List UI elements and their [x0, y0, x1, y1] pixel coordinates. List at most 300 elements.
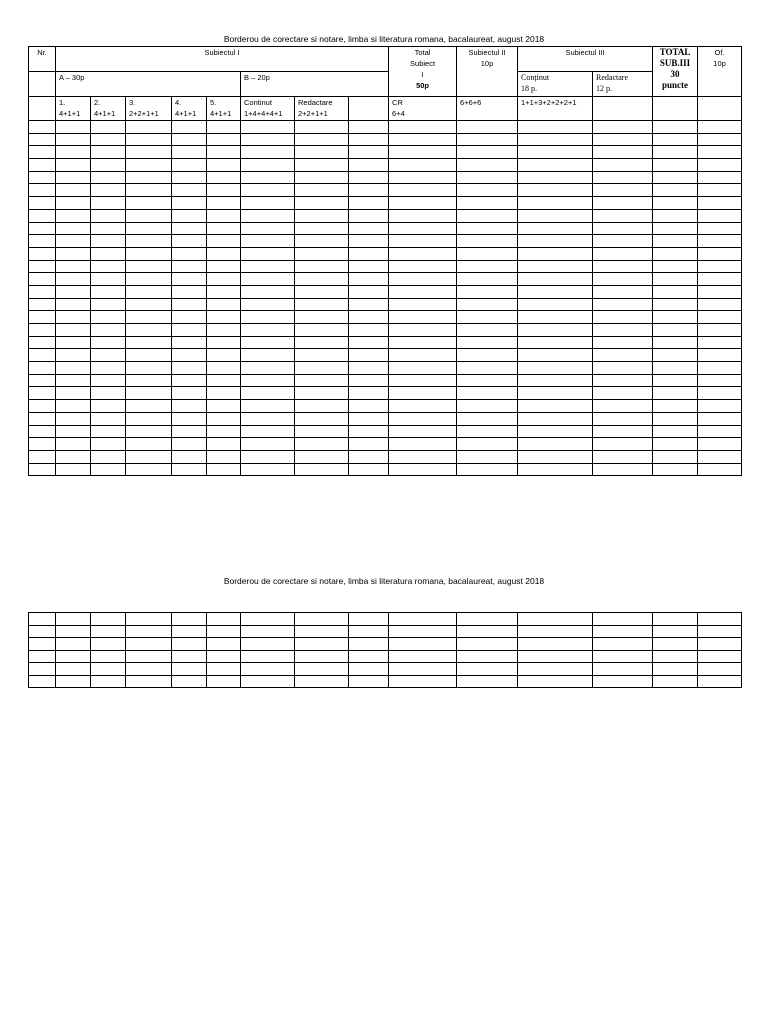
table-cell — [518, 247, 593, 260]
table-cell — [29, 613, 56, 626]
table-row — [29, 463, 742, 476]
table-cell — [518, 260, 593, 273]
table-cell — [172, 247, 207, 260]
table-cell — [698, 171, 742, 184]
table-cell — [349, 675, 389, 688]
table-cell — [207, 184, 241, 197]
table-cell — [518, 349, 593, 362]
table-cell — [653, 638, 698, 651]
table-cell — [295, 298, 349, 311]
table-cell — [172, 675, 207, 688]
table-cell — [207, 247, 241, 260]
table-cell — [241, 311, 295, 324]
table-cell — [593, 171, 653, 184]
table-row — [29, 613, 742, 626]
table-row — [29, 675, 742, 688]
item-1-header: 1. 4+1+1 — [56, 97, 91, 121]
table-cell — [91, 133, 126, 146]
subiectul-3-header: Subiectul III — [518, 47, 653, 72]
table-cell — [207, 133, 241, 146]
table-row — [29, 247, 742, 260]
table-cell — [698, 146, 742, 159]
table-cell — [349, 247, 389, 260]
table-cell — [172, 121, 207, 134]
table-cell — [349, 438, 389, 451]
table-cell — [295, 412, 349, 425]
table-cell — [29, 463, 56, 476]
table-cell — [457, 400, 518, 413]
table-cell — [172, 450, 207, 463]
table-cell — [91, 146, 126, 159]
table-row — [29, 209, 742, 222]
table-cell — [389, 650, 457, 663]
table-cell — [172, 412, 207, 425]
table-cell — [698, 362, 742, 375]
table-cell — [29, 171, 56, 184]
table-cell — [349, 663, 389, 676]
table-cell — [207, 121, 241, 134]
subiectul-2-header: Subiectul II 10p — [457, 47, 518, 97]
table-cell — [207, 625, 241, 638]
table-cell — [91, 311, 126, 324]
table-cell — [698, 311, 742, 324]
table-cell — [457, 362, 518, 375]
table-row — [29, 438, 742, 451]
table-cell — [172, 133, 207, 146]
table-cell — [349, 336, 389, 349]
table-cell — [126, 438, 172, 451]
table-cell — [698, 273, 742, 286]
table-cell — [295, 159, 349, 172]
table-cell — [389, 247, 457, 260]
table-cell — [518, 675, 593, 688]
table-cell — [56, 412, 91, 425]
table-row — [29, 273, 742, 286]
table-cell — [457, 638, 518, 651]
table-cell — [593, 450, 653, 463]
table-cell — [241, 349, 295, 362]
table-cell — [518, 197, 593, 210]
grading-table — [28, 46, 742, 476]
table-cell — [349, 638, 389, 651]
page-title-top: Borderou de corectare si notare, limba si literatura romana, bacalaureat, august 2018 — [223, 34, 545, 44]
table-cell — [653, 209, 698, 222]
table-cell — [56, 184, 91, 197]
table-cell — [29, 273, 56, 286]
table-cell — [172, 260, 207, 273]
table-cell — [172, 425, 207, 438]
table-cell — [56, 400, 91, 413]
table-cell — [207, 412, 241, 425]
table-cell — [172, 438, 207, 451]
table-cell — [91, 273, 126, 286]
table-cell — [593, 613, 653, 626]
s2-items-header: CR 6+4 — [389, 97, 457, 121]
table-cell — [172, 197, 207, 210]
table-cell — [241, 273, 295, 286]
table-cell — [91, 247, 126, 260]
table-cell — [295, 273, 349, 286]
table-cell — [457, 349, 518, 362]
nr-items-cell — [29, 97, 56, 121]
table-cell — [241, 438, 295, 451]
table-cell — [91, 222, 126, 235]
table-cell — [172, 184, 207, 197]
table-cell — [349, 613, 389, 626]
table-cell — [349, 197, 389, 210]
table-cell — [91, 387, 126, 400]
table-cell — [126, 222, 172, 235]
table-cell — [295, 650, 349, 663]
table-cell — [207, 349, 241, 362]
table-row — [29, 425, 742, 438]
table-cell — [207, 197, 241, 210]
table-cell — [593, 197, 653, 210]
table-cell — [593, 121, 653, 134]
table-cell — [518, 222, 593, 235]
table-cell — [91, 349, 126, 362]
table-cell — [593, 298, 653, 311]
table-cell — [457, 222, 518, 235]
table-row — [29, 638, 742, 651]
nr-subheader-cell — [29, 72, 56, 97]
table-cell — [56, 209, 91, 222]
table-cell — [241, 146, 295, 159]
table-cell — [207, 650, 241, 663]
table-cell — [56, 121, 91, 134]
table-cell — [457, 159, 518, 172]
table-cell — [389, 638, 457, 651]
table-cell — [389, 184, 457, 197]
table-cell — [698, 159, 742, 172]
table-cell — [518, 311, 593, 324]
table-cell — [349, 184, 389, 197]
table-cell — [518, 425, 593, 438]
table-cell — [91, 450, 126, 463]
oficiu-header: Of. 10p — [698, 47, 742, 97]
table-cell — [241, 247, 295, 260]
table-cell — [457, 285, 518, 298]
table-cell — [698, 260, 742, 273]
table-cell — [241, 387, 295, 400]
table-cell — [389, 400, 457, 413]
table-cell — [126, 285, 172, 298]
table-cell — [91, 425, 126, 438]
table-cell — [295, 285, 349, 298]
table-cell — [518, 171, 593, 184]
table-cell — [295, 362, 349, 375]
table-cell — [172, 374, 207, 387]
table-cell — [126, 159, 172, 172]
header-row-2 — [29, 72, 742, 97]
table-cell — [349, 324, 389, 337]
table-cell — [698, 374, 742, 387]
table-cell — [698, 463, 742, 476]
table-cell — [91, 613, 126, 626]
table-cell — [457, 412, 518, 425]
table-cell — [126, 349, 172, 362]
b-redactare-header: Redactare 2+2+1+1 — [295, 97, 349, 121]
table-cell — [91, 285, 126, 298]
table-cell — [389, 675, 457, 688]
table-cell — [653, 235, 698, 248]
table-cell — [518, 374, 593, 387]
table-cell — [172, 663, 207, 676]
table-cell — [457, 273, 518, 286]
table-cell — [295, 387, 349, 400]
table-cell — [698, 425, 742, 438]
table-cell — [698, 197, 742, 210]
table-cell — [389, 273, 457, 286]
table-cell — [295, 663, 349, 676]
table-cell — [207, 222, 241, 235]
table-cell — [56, 324, 91, 337]
table-cell — [126, 133, 172, 146]
table-cell — [593, 336, 653, 349]
table-cell — [295, 349, 349, 362]
table-cell — [295, 675, 349, 688]
table-cell — [207, 675, 241, 688]
table-cell — [698, 438, 742, 451]
table-cell — [241, 209, 295, 222]
table-cell — [457, 374, 518, 387]
table-row — [29, 311, 742, 324]
table-cell — [349, 171, 389, 184]
table-cell — [295, 222, 349, 235]
table-cell — [457, 438, 518, 451]
table-cell — [349, 349, 389, 362]
table-cell — [593, 285, 653, 298]
table-cell — [91, 121, 126, 134]
table-cell — [653, 184, 698, 197]
table-row — [29, 285, 742, 298]
table-cell — [91, 675, 126, 688]
table-cell — [241, 425, 295, 438]
header-row-1 — [29, 47, 742, 72]
total-sub3-header: TOTAL SUB.III 30 puncte — [653, 47, 698, 97]
table-cell — [56, 311, 91, 324]
table-cell — [295, 324, 349, 337]
table-cell — [653, 463, 698, 476]
table-cell — [172, 625, 207, 638]
table-cell — [29, 235, 56, 248]
table-cell — [29, 675, 56, 688]
table-cell — [241, 260, 295, 273]
table-cell — [207, 273, 241, 286]
table-cell — [29, 184, 56, 197]
table-cell — [29, 222, 56, 235]
table-cell — [126, 362, 172, 375]
table-cell — [349, 412, 389, 425]
table-cell — [653, 412, 698, 425]
table-cell — [593, 438, 653, 451]
s3-continut-header: Conținut 18 p. — [518, 72, 593, 97]
table-cell — [172, 235, 207, 248]
table-cell — [126, 209, 172, 222]
table-cell — [91, 298, 126, 311]
table-cell — [518, 336, 593, 349]
table-cell — [518, 463, 593, 476]
table-cell — [207, 400, 241, 413]
table-cell — [518, 273, 593, 286]
table-cell — [653, 121, 698, 134]
table-cell — [172, 336, 207, 349]
table-cell — [56, 613, 91, 626]
table-cell — [349, 450, 389, 463]
table-cell — [29, 336, 56, 349]
table-cell — [56, 450, 91, 463]
table-cell — [172, 387, 207, 400]
b-section-header: B – 20p — [241, 72, 389, 97]
table-cell — [241, 285, 295, 298]
table-cell — [207, 374, 241, 387]
table-cell — [56, 171, 91, 184]
table-cell — [653, 425, 698, 438]
table-cell — [457, 146, 518, 159]
table-cell — [593, 425, 653, 438]
table-cell — [126, 171, 172, 184]
table-cell — [349, 298, 389, 311]
table-cell — [126, 311, 172, 324]
table-cell — [56, 663, 91, 676]
table-cell — [349, 121, 389, 134]
table-cell — [172, 285, 207, 298]
table-cell — [207, 159, 241, 172]
table-cell — [389, 438, 457, 451]
table-cell — [29, 121, 56, 134]
table-cell — [29, 374, 56, 387]
table-cell — [653, 159, 698, 172]
table-cell — [389, 362, 457, 375]
table-cell — [457, 450, 518, 463]
table-cell — [241, 133, 295, 146]
table-cell — [349, 625, 389, 638]
table-cell — [653, 197, 698, 210]
table-cell — [518, 235, 593, 248]
table-cell — [295, 336, 349, 349]
table-cell — [91, 209, 126, 222]
table-row — [29, 171, 742, 184]
table-cell — [698, 400, 742, 413]
table-cell — [56, 159, 91, 172]
table-cell — [126, 146, 172, 159]
table-cell — [349, 285, 389, 298]
table-row — [29, 298, 742, 311]
table-cell — [698, 387, 742, 400]
table-cell — [56, 235, 91, 248]
table-cell — [172, 146, 207, 159]
table-cell — [172, 273, 207, 286]
table-cell — [207, 663, 241, 676]
table-cell — [698, 450, 742, 463]
table-cell — [126, 663, 172, 676]
table-cell — [593, 663, 653, 676]
table-row — [29, 222, 742, 235]
table-cell — [653, 625, 698, 638]
table-cell — [126, 675, 172, 688]
table-cell — [389, 349, 457, 362]
table-cell — [457, 675, 518, 688]
table-cell — [29, 625, 56, 638]
table-cell — [389, 311, 457, 324]
table-cell — [56, 298, 91, 311]
table-cell — [349, 273, 389, 286]
table-cell — [653, 450, 698, 463]
table-cell — [295, 197, 349, 210]
table-cell — [389, 463, 457, 476]
table-cell — [207, 311, 241, 324]
table-cell — [29, 425, 56, 438]
a-section-header: A – 30p — [56, 72, 241, 97]
table-cell — [653, 285, 698, 298]
table-cell — [29, 209, 56, 222]
table-cell — [457, 463, 518, 476]
table-cell — [653, 146, 698, 159]
table-cell — [207, 235, 241, 248]
table-cell — [56, 285, 91, 298]
table-cell — [457, 209, 518, 222]
table-cell — [653, 298, 698, 311]
table-cell — [207, 209, 241, 222]
table-row — [29, 625, 742, 638]
table-cell — [653, 362, 698, 375]
table-cell — [126, 613, 172, 626]
table-cell — [29, 197, 56, 210]
table-cell — [389, 209, 457, 222]
table-cell — [518, 133, 593, 146]
table-cell — [172, 638, 207, 651]
table-cell — [349, 400, 389, 413]
table-cell — [653, 349, 698, 362]
table-cell — [172, 463, 207, 476]
table-cell — [91, 412, 126, 425]
table-cell — [91, 171, 126, 184]
table-cell — [457, 425, 518, 438]
table-row — [29, 387, 742, 400]
table-cell — [241, 412, 295, 425]
table-cell — [518, 285, 593, 298]
table-cell — [241, 450, 295, 463]
table-cell — [593, 235, 653, 248]
table-cell — [518, 650, 593, 663]
table-cell — [295, 121, 349, 134]
table-cell — [457, 197, 518, 210]
table-cell — [295, 146, 349, 159]
table-cell — [56, 625, 91, 638]
table-cell — [56, 362, 91, 375]
table-cell — [29, 663, 56, 676]
table-cell — [457, 650, 518, 663]
table-cell — [172, 349, 207, 362]
s3-redactare-items-header: 1+1+3+2+2+2+1 — [518, 97, 593, 121]
table-cell — [29, 311, 56, 324]
table-cell — [241, 222, 295, 235]
table-cell — [207, 425, 241, 438]
table-cell — [518, 146, 593, 159]
nr-header: Nr. — [29, 47, 56, 72]
table-cell — [295, 133, 349, 146]
table-cell — [91, 184, 126, 197]
table-row — [29, 362, 742, 375]
table-cell — [126, 625, 172, 638]
table-cell — [207, 638, 241, 651]
table-cell — [91, 374, 126, 387]
table-cell — [56, 260, 91, 273]
table-cell — [172, 400, 207, 413]
table-cell — [29, 349, 56, 362]
table-cell — [349, 260, 389, 273]
table-cell — [126, 336, 172, 349]
